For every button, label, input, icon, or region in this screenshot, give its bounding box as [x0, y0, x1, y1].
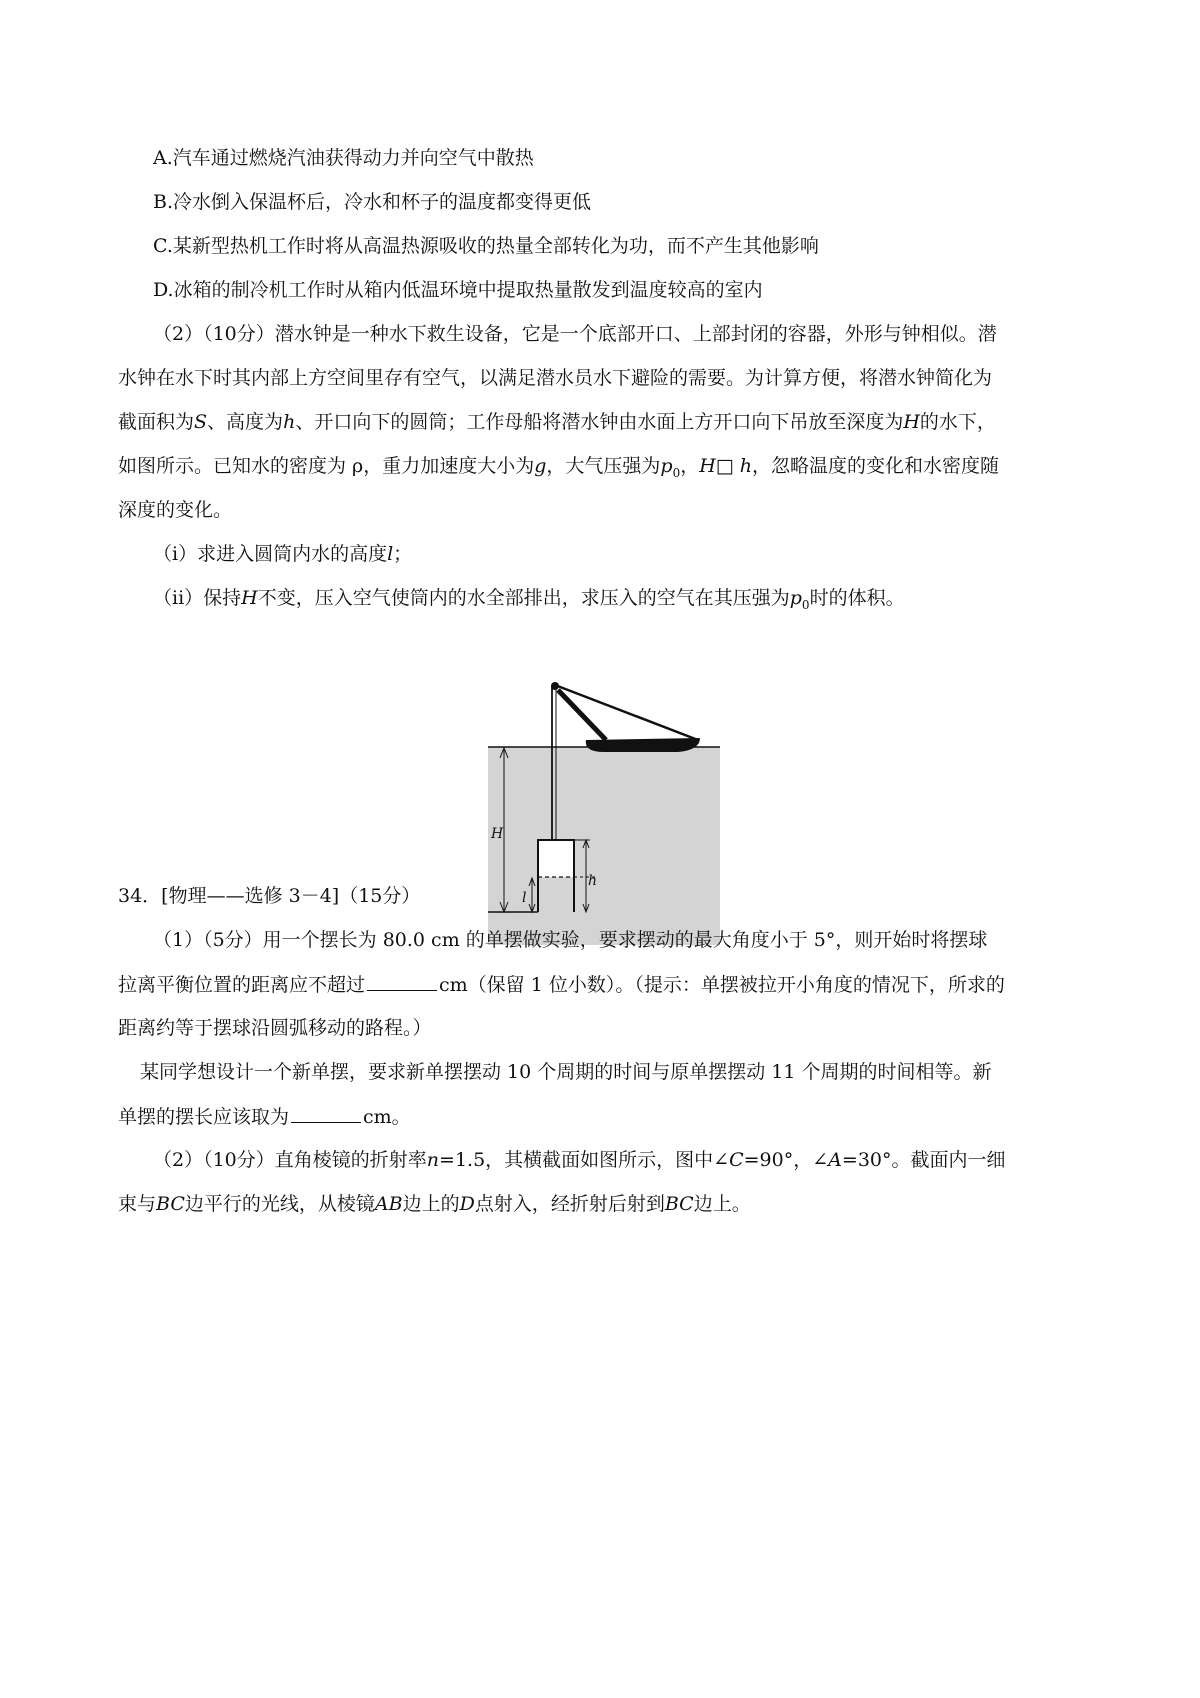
q33-2-line5: 深度的变化。 [118, 499, 233, 521]
crane-brace [558, 690, 606, 740]
q33-2-line2: 水钟在水下时其内部上方空间里存有空气，以满足潜水员水下避险的需要。为计算方便，将潜水钟简化为 [118, 367, 993, 389]
water-region [488, 747, 720, 945]
q34-2-line1: （2）（10分）直角棱镜的折射率n=1.5，其横截面如图所示，图中∠C=90°，∠A=30°。截面内一细 [153, 1149, 1006, 1171]
q33-2-line3: 截面积为S、高度为h、开口向下的圆筒；工作母船将潜水钟由水面上方开口向下吊放至深度为H的水下， [118, 411, 996, 433]
q34-title: 34．[物理——选修 3－4]（15分） [118, 885, 421, 907]
q34-2-line2: 束与BC边平行的光线，从棱镜AB边上的D点射入，经折射后射到BC边上。 [118, 1193, 751, 1215]
bell-air [538, 840, 574, 877]
answer-blank-1[interactable] [367, 972, 437, 991]
q34-1-line5: 单摆的摆长应该取为 cm。 [118, 1106, 411, 1128]
H-label: H [491, 826, 504, 842]
q34-1-line1: （1）（5分）用一个摆长为 80.0 cm 的单摆做实验，要求摆动的最大角度小于 5°，则开始时将摆球 [153, 929, 988, 951]
q34-1-line4: 某同学想设计一个新单摆，要求新单摆摆动 10 个周期的时间与原单摆摆动 11 个周期的时间相等。新 [140, 1061, 992, 1083]
q33-2-line1: （2）（10分）潜水钟是一种水下救生设备，它是一个底部开口、上部封闭的容器，外形与钟相似。潜 [153, 323, 997, 345]
q33-2-part-ii: （ii）保持H不变，压入空气使筒内的水全部排出，求压入的空气在其压强为$p_0$时的体积。 [153, 587, 905, 612]
q33-2-line4: 如图所示。已知水的密度为 ρ，重力加速度大小为g，大气压强为$p_0$，H□ h，忽略温度的变化和水密度随 [118, 455, 1000, 480]
diving-bell-figure [488, 680, 720, 948]
option-b: B.冷水倒入保温杯后，冷水和杯子的温度都变得更低 [153, 191, 592, 213]
h-label: h [588, 873, 598, 889]
q33-2-part-i: （i）求进入圆筒内水的高度l； [153, 543, 413, 565]
option-d: D.冰箱的制冷机工作时从箱内低温环境中提取热量散发到温度较高的室内 [153, 279, 763, 301]
q34-1-line3: 距离约等于摆球沿圆弧移动的路程。） [118, 1017, 432, 1039]
answer-blank-2[interactable] [291, 1104, 361, 1123]
option-a: A.汽车通过燃烧汽油获得动力并向空气中散热 [153, 147, 534, 169]
option-c: C.某新型热机工作时将从高温热源吸收的热量全部转化为功，而不产生其他影响 [153, 235, 819, 257]
q34-1-line2: 拉离平衡位置的距离应不超过 cm（保留 1 位小数）。（提示：单摆被拉开小角度的情况下，所求的 [118, 974, 1005, 996]
l-label: l [522, 890, 527, 906]
